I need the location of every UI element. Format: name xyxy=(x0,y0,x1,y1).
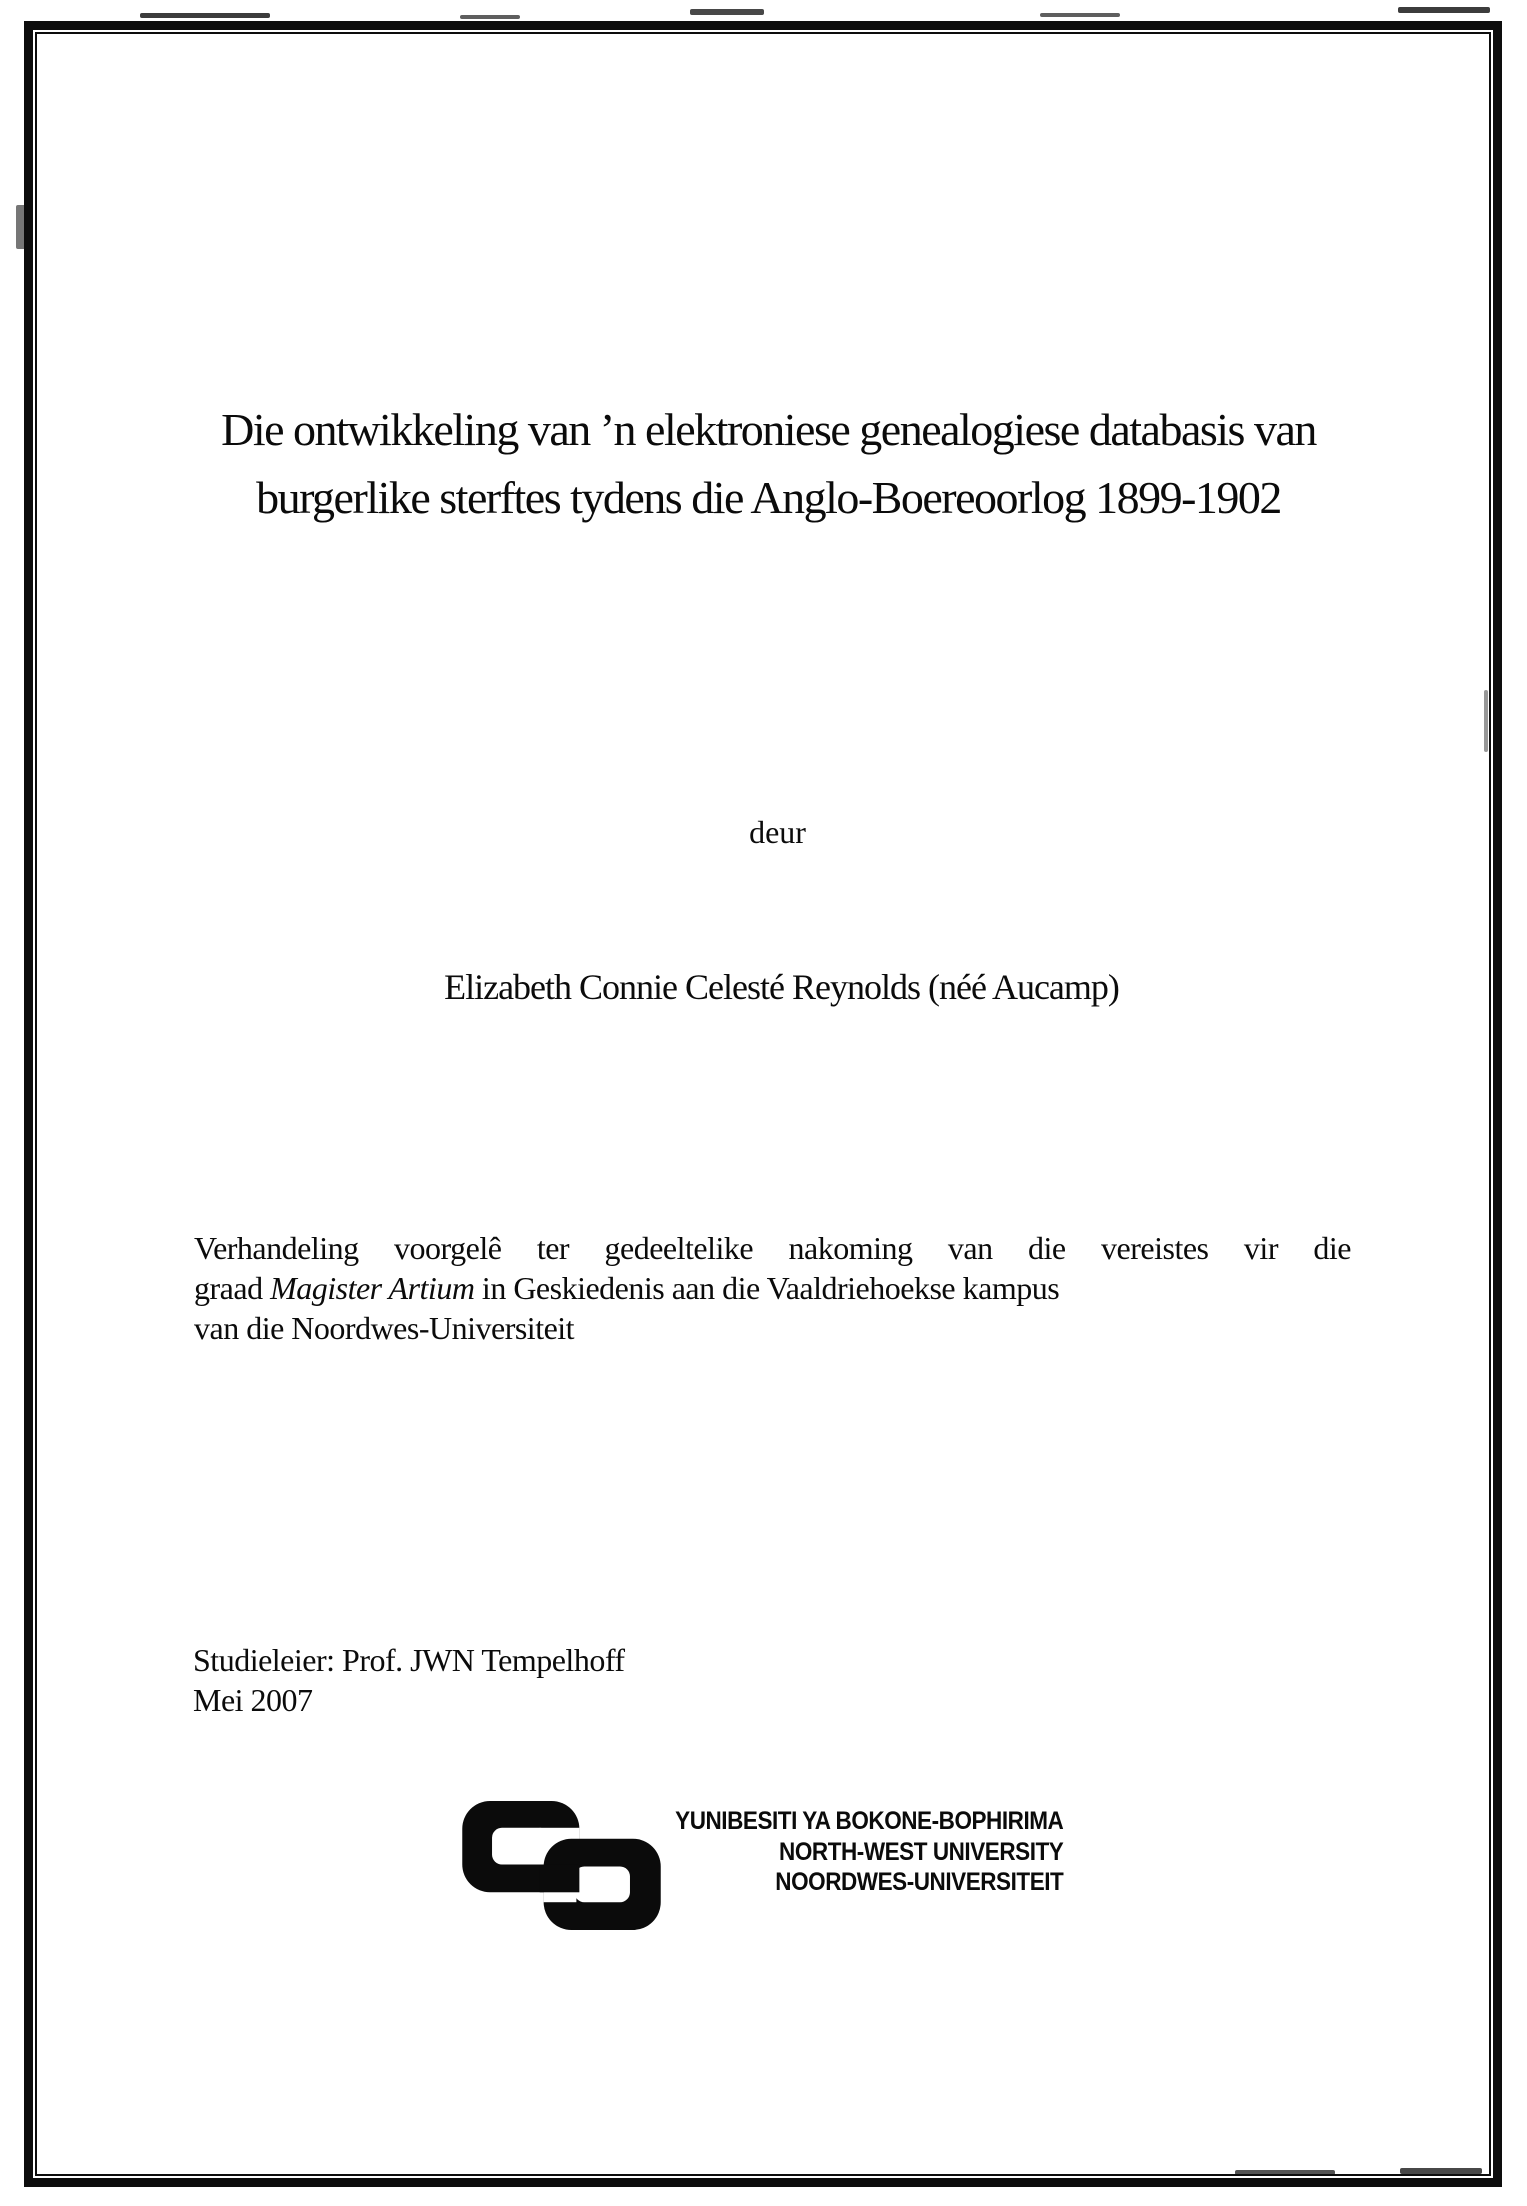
scan-artifact xyxy=(1398,7,1490,13)
thesis-title xyxy=(0,396,1527,532)
degree-statement-line3: van die Noordwes-Universiteit xyxy=(194,1310,575,1346)
degree-statement-degree-name: Magister Artium xyxy=(270,1270,475,1306)
degree-statement-line2-after: in Geskiedenis aan die Vaaldriehoekse kampus xyxy=(474,1270,1060,1306)
author-name: Elizabeth Connie Celesté Reynolds (néé Aucamp) xyxy=(444,967,1119,1007)
thesis-title-line2: burgerlike sterftes tydens die Anglo-Boereoorlog 1899-1902 xyxy=(256,472,1281,523)
degree-statement xyxy=(194,1228,1351,1348)
thesis-title-line1: Die ontwikkeling van ’n elektroniese genealogiese databasis van xyxy=(221,404,1316,455)
scan-artifact xyxy=(1040,13,1120,17)
scan-artifact xyxy=(140,13,270,18)
supervisor-block xyxy=(193,1640,625,1720)
degree-statement-line2 xyxy=(194,1268,1351,1308)
date-line: Mei 2007 xyxy=(193,1682,313,1718)
university-logo-text xyxy=(675,1806,1063,1898)
scan-artifact xyxy=(460,15,520,19)
supervisor-line: Studieleier: Prof. JWN Tempelhoff xyxy=(193,1642,625,1678)
scan-artifact xyxy=(690,9,764,15)
byline-word: deur xyxy=(749,814,806,850)
degree-statement-line2-before: graad xyxy=(194,1270,271,1306)
nwu-logo-mark xyxy=(462,1801,661,1930)
logo-text-line3: NOORDWES-UNIVERSITEIT xyxy=(774,1868,1063,1896)
logo-text-line1: YUNIBESITI YA BOKONE-BOPHIRIMA xyxy=(674,1807,1063,1835)
degree-statement-line1: Verhandeling voorgelê ter gedeeltelike nakoming van die vereistes vir die xyxy=(194,1230,1351,1266)
logo-text-line2: NORTH-WEST UNIVERSITY xyxy=(778,1837,1063,1866)
